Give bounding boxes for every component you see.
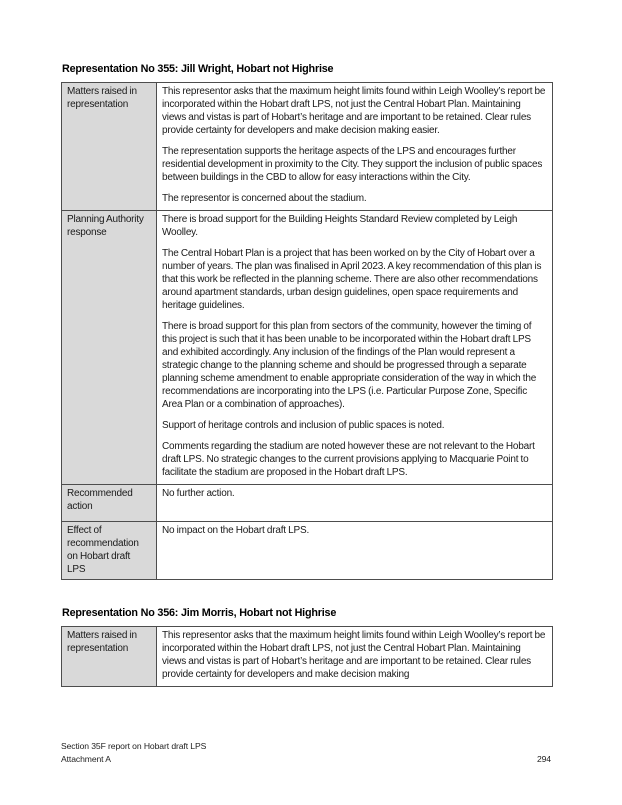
paragraph: This representor asks that the maximum height limits found within Leigh Woolley’s report be incorporated within the Hobart draft LPS, not just the Central Hobart Plan. Maintaining views and vistas is part of Hobart’s heritage and are important to be retained. Clear rules provide certainty for developers and make decision making easier. — [162, 86, 546, 136]
paragraph: There is broad support for this plan from sectors of the community, however the timing of this project is such that it has been unable to be incorporated within the Hobart draft LPS and exhibited accordingly. Any inclusion of the findings of the Plan would represent a strategic change to the planning scheme and should be progressed through a separate planning scheme amendment to enable appropriate consideration of the way in which the recommendations are incorporating into the LPS (i.e. Particular Purpose Zone, Specific Area Plan or a combination of approaches). — [162, 321, 537, 410]
table-row-recommended-action — [62, 485, 553, 522]
footer-report-title: Section 35F report on Hobart draft LPS — [61, 741, 207, 751]
table-row-effect-of-recommendation — [62, 522, 553, 580]
table-row-planning-authority-response — [62, 211, 553, 485]
paragraph: This representor asks that the maximum height limits found within Leigh Woolley’s report be incorporated within the Hobart draft LPS, not just the Central Hobart Plan. Maintaining views and vistas is part of Hobart’s heritage and are important to be retained. Clear rules provide certainty for developers and make decision making — [162, 630, 546, 680]
row-label: Matters raised in representation — [67, 86, 137, 110]
label-cell-planning-authority-response — [62, 211, 157, 485]
paragraph: There is broad support for the Building Heights Standard Review completed by Leigh Woolley. — [162, 214, 518, 238]
row-label: Recommended action — [67, 488, 133, 512]
representation-356-table — [61, 626, 553, 687]
row-label: Matters raised in representation — [67, 630, 137, 654]
content-cell-recommended-action — [157, 485, 553, 522]
paragraph: No further action. — [162, 488, 235, 499]
table-row-matters-raised — [62, 83, 553, 211]
label-cell-recommended-action — [62, 485, 157, 522]
table-row-matters-raised — [62, 627, 553, 687]
label-cell-matters-raised — [62, 627, 157, 687]
paragraph: The representation supports the heritage aspects of the LPS and encourages further residential development in proximity to the City. They support the inclusion of public spaces between buildings in the CBD to allow for easy interactions within the City. — [162, 146, 543, 183]
paragraph: No impact on the Hobart draft LPS. — [162, 525, 310, 536]
paragraph: Support of heritage controls and inclusion of public spaces is noted. — [162, 420, 445, 431]
content-cell-effect-of-recommendation — [157, 522, 553, 580]
paragraph: The Central Hobart Plan is a project that has been worked on by the City of Hobart over a number of years. The plan was finalised in April 2023. A key recommendation of this plan is that this work be reflected in the planning scheme. There are also other recommendations around apartment standards, urban design guidelines, open space requirements and heritage guidelines. — [162, 248, 542, 311]
row-label: Planning Authority response — [67, 214, 144, 238]
paragraph: Comments regarding the stadium are noted however these are not relevant to the Hobart draft LPS. No strategic changes to the current provisions applying to Macquarie Point to facilitate the stadium are proposed in the Hobart draft LPS. — [162, 441, 535, 478]
paragraph: The representor is concerned about the stadium. — [162, 193, 367, 204]
label-cell-matters-raised — [62, 83, 157, 211]
representation-356-section — [61, 607, 553, 687]
representation-355-heading: Representation No 355: Jill Wright, Hobart not Highrise — [62, 63, 334, 75]
footer-attachment-label: Attachment A — [61, 754, 111, 764]
page-content — [61, 63, 553, 687]
representation-355-section — [61, 63, 553, 580]
representation-356-heading: Representation No 356: Jim Morris, Hobart not Highrise — [62, 607, 337, 619]
row-label: Effect of recommendation on Hobart draft LPS — [67, 525, 139, 575]
content-cell-matters-raised — [157, 627, 553, 687]
representation-355-table — [61, 82, 553, 580]
page-number: 294 — [536, 754, 551, 764]
label-cell-effect-of-recommendation — [62, 522, 157, 580]
content-cell-planning-authority-response — [157, 211, 553, 485]
page-footer — [61, 740, 553, 766]
content-cell-matters-raised — [157, 83, 553, 211]
